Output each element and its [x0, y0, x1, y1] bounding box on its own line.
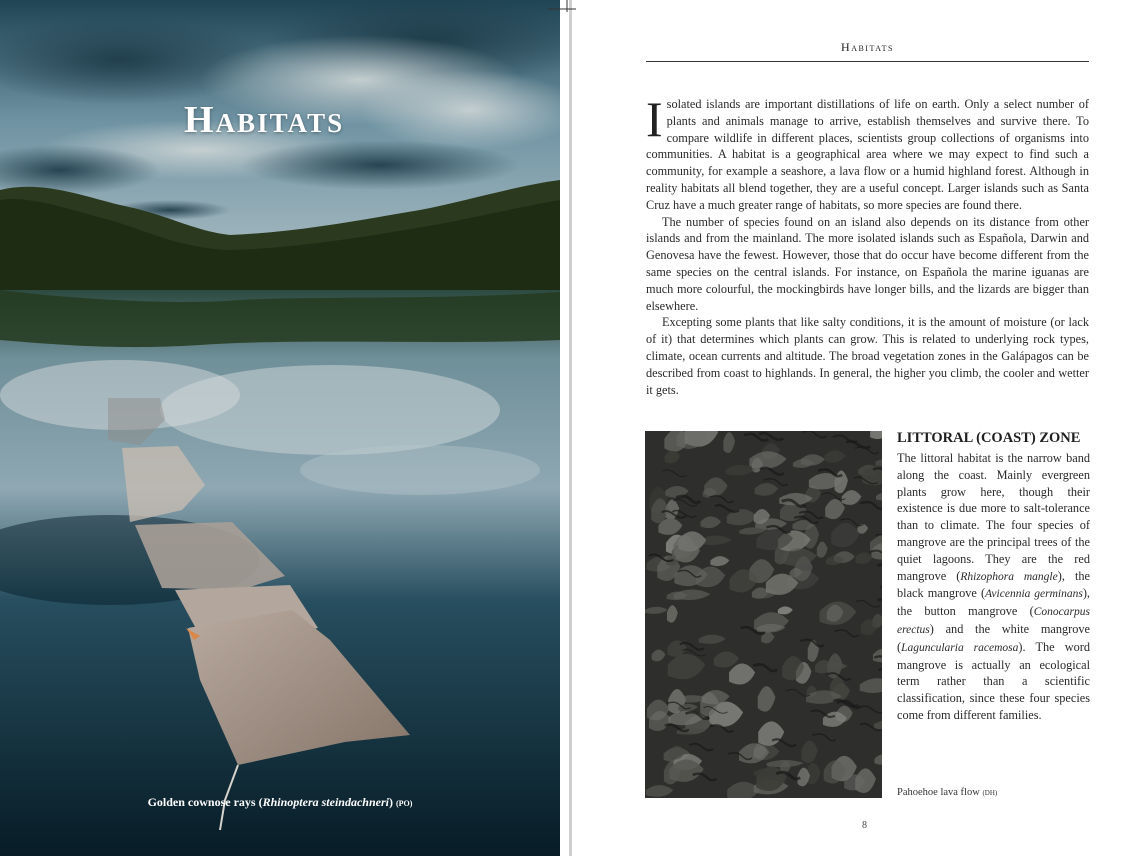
- chapter-title: Habitats: [184, 99, 345, 141]
- body-text: [646, 91, 1089, 398]
- text-run: ), the black mangrove (: [897, 568, 1090, 601]
- paragraph: Excepting some plants that like salty conditions, it is the amount of moisture (or lack of it) that determines which plants can grow. This is related to underlying rock types, climate, ocean currents and altitude. The broad vegetation zones in the Galápagos can be described from coast to highlands. In general, the higher you climb, the cooler and wetter it gets.: [646, 315, 1089, 397]
- species-name: Laguncularia racemosa: [901, 641, 1019, 654]
- section-text: [897, 450, 1090, 724]
- drop-cap: I: [646, 91, 663, 147]
- species-name: Conocarpus erectus: [897, 606, 1090, 636]
- book-gutter: [560, 0, 576, 856]
- lava-photo-caption: [897, 787, 997, 798]
- text-page: [576, 0, 1138, 856]
- pahoehoe-lava-photo: [645, 431, 882, 798]
- photo-caption-text: Golden cownose rays: [147, 795, 256, 809]
- littoral-zone-section: [897, 430, 1090, 724]
- photo-credit: (PO): [395, 799, 413, 808]
- chapter-photo-page: [0, 0, 560, 856]
- paragraph: The number of species found on an island also depends on its distance from other islands and from the mainland. The more isolated islands such as Española, Darwin and Genovesa have the fewest. However, those that do occur have become different from the same species on the central islands. For instance, on Española the marine iguanas are much more colourful, the mockingbirds have longer bills, and the lizards are bigger than elsewhere.: [646, 214, 1089, 313]
- paragraph-text: solated islands are important distillations of life on earth. Only a select number of plants and animals manage to arrive, establish themselves and survive there. To compare wildlife in different places, scientists group collections of organisms into communities. A habitat is a geographical area where we may expect to find such a community, for example a seashore, a lava flow or a humid highland forest. Although in reality habitats all blend together, they are a useful concept. Larger islands such as Santa Cruz have a much greater range of habitats, so more species are found there.: [646, 97, 1089, 212]
- text-run: The littoral habitat is the narrow band along the coast. Mainly evergreen plants grow here, though their existence is due more to salt-tolerance than to climate. The four species of mangrove are the principal trees of the quiet lagoons. They are the red mangrove (: [897, 451, 1090, 583]
- section-heading: LITTORAL (COAST) ZONE: [897, 430, 1081, 446]
- lava-caption-text: Pahoehoe lava flow: [897, 787, 980, 798]
- text-run: ). The word mangrove is actually an ecological term rather than a scientific classification, since these four species come from different families.: [897, 639, 1090, 722]
- photo-caption-species: Rhinoptera steindachneri: [262, 795, 389, 809]
- paragraph: [646, 91, 1089, 214]
- species-name: Rhizophora mangle: [960, 570, 1058, 583]
- running-head: Habitats: [646, 40, 1089, 62]
- text-run: ), the button mangrove (: [897, 586, 1090, 619]
- text-run: ) and the white mangrove (: [897, 621, 1090, 654]
- page-number: 8: [862, 820, 867, 831]
- species-name: Avicennia germinans: [985, 588, 1083, 601]
- lava-photo-credit: (DH): [982, 789, 998, 797]
- photo-caption: Golden cownose rays (Rhinoptera steindachneri) (PO): [147, 795, 413, 809]
